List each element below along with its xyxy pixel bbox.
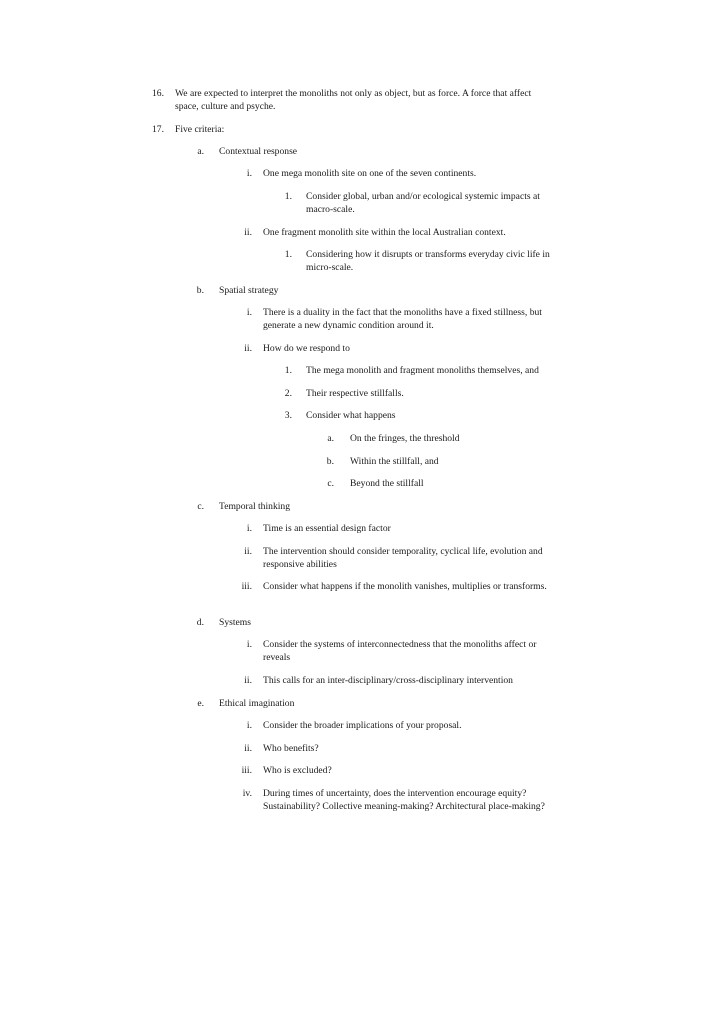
- list-marker: 1.: [284, 249, 292, 260]
- list-marker: ii.: [244, 743, 252, 754]
- list-marker: i.: [246, 720, 252, 731]
- list-text: Time is an essential design factor: [263, 523, 391, 534]
- list-text: One fragment monolith site within the local Australian context.: [263, 227, 506, 238]
- list-marker: i.: [246, 307, 252, 318]
- list-text: Systems: [219, 617, 251, 628]
- list-text: Consider the systems of interconnectedness that the monoliths affect or reveals: [263, 639, 537, 663]
- list-marker: ii.: [244, 227, 252, 238]
- list-marker: iii.: [241, 765, 252, 776]
- list-text: Within the stillfall, and: [350, 456, 439, 467]
- list-marker: ii.: [244, 343, 252, 354]
- list-text: Consider what happens: [306, 410, 396, 421]
- list-text: One mega monolith site on one of the seven continents.: [263, 168, 477, 179]
- list-text: The mega monolith and fragment monoliths themselves, and: [306, 365, 539, 376]
- list-marker: 1.: [284, 191, 292, 202]
- list-text: During times of uncertainty, does the intervention encourage equity? Sustainability? Collective meaning-making? Architectural place-making?: [263, 788, 545, 812]
- list-marker: b.: [326, 456, 334, 467]
- list-text: On the fringes, the threshold: [350, 433, 460, 444]
- list-text: Their respective stillfalls.: [306, 388, 404, 399]
- list-text: Temporal thinking: [219, 501, 291, 512]
- list-text: This calls for an inter-disciplinary/cross-disciplinary intervention: [263, 675, 513, 686]
- list-marker: a.: [327, 433, 334, 444]
- list-marker: i.: [246, 168, 252, 179]
- list-marker: e.: [197, 698, 204, 709]
- list-text: Consider global, urban and/or ecological systemic impacts at macro-scale.: [306, 191, 540, 215]
- list-marker: ii.: [244, 675, 252, 686]
- list-marker: i.: [246, 639, 252, 650]
- list-marker: d.: [196, 617, 204, 628]
- list-marker: 16.: [152, 88, 164, 99]
- list-text: Five criteria:: [175, 124, 225, 135]
- list-text: Beyond the stillfall: [350, 478, 424, 489]
- list-text: Contextual response: [219, 146, 298, 157]
- list-text: Consider the broader implications of your proposal.: [263, 720, 462, 731]
- list-text: The intervention should consider temporality, cyclical life, evolution and responsive abilities: [263, 546, 543, 570]
- list-marker: iv.: [242, 788, 252, 799]
- list-marker: iii.: [241, 581, 252, 592]
- list-marker: ii.: [244, 546, 252, 557]
- list-text: Who is excluded?: [263, 765, 332, 776]
- list-text: There is a duality in the fact that the monoliths have a fixed stillness, but generate a new dynamic condition around it.: [263, 307, 542, 331]
- list-marker: a.: [197, 146, 204, 157]
- list-marker: 2.: [284, 388, 292, 399]
- list-marker: 1.: [284, 365, 292, 376]
- list-marker: 3.: [284, 410, 292, 421]
- list-text: Ethical imagination: [219, 698, 295, 709]
- list-text: We are expected to interpret the monoliths not only as object, but as force. A force that affect space, culture and psyche.: [175, 88, 532, 112]
- list-text: Who benefits?: [263, 743, 319, 754]
- list-marker: c.: [197, 501, 204, 512]
- list-text: How do we respond to: [263, 343, 350, 354]
- list-text: Spatial strategy: [219, 285, 279, 296]
- list-marker: i.: [246, 523, 252, 534]
- list-text: Considering how it disrupts or transforms everyday civic life in micro-scale.: [306, 249, 550, 273]
- list-marker: b.: [196, 285, 204, 296]
- list-text: Consider what happens if the monolith vanishes, multiplies or transforms.: [263, 581, 547, 592]
- list-marker: 17.: [152, 124, 164, 135]
- list-marker: c.: [327, 478, 334, 489]
